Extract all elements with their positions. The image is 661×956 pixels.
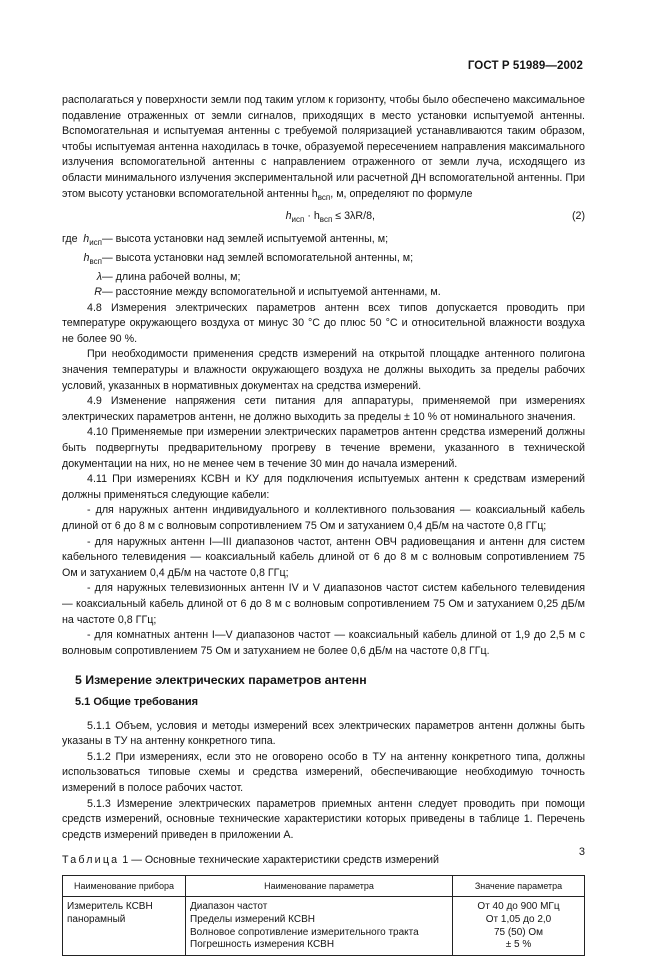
where-subscript: всп	[89, 256, 102, 266]
clause-4-8-continued: При необходимости применения средств измерений на открытой площадке антенного полигона значения температуры и влажности окружающего воздуха не должны выходить за пределы рабочих условий, указанных в нормативных документах на средства измерений.	[62, 348, 585, 392]
table-header-row	[63, 875, 585, 897]
value-item: От 40 до 900 МГц	[477, 901, 560, 913]
param-item: Диапазон частот	[190, 901, 268, 913]
where-symbol: h	[83, 251, 90, 264]
clause-5-1-2: 5.1.2 При измерениях, если это не оговорено особо в ТУ на антенну конкретного типа, должны использоваться типовые схемы и средства измерений, обеспечивающие необходимую точность измерений в полосе рабочих частот.	[62, 750, 585, 794]
param-item: Погрешность измерения КСВН	[190, 939, 335, 951]
document-body	[62, 93, 585, 956]
value-item: От 1,05 до 2,0	[485, 914, 552, 926]
intro-paragraph	[62, 93, 585, 205]
table-header-cell: Наименование прибора	[63, 875, 186, 897]
where-text: — длина рабочей волны, м;	[102, 270, 241, 283]
formula-rhs: ≤ 3λR/8,	[332, 210, 375, 223]
clause-4-10: 4.10 Применяемые при измерении электрических параметров антенн средства измерений должны быть подвергнуты предварительному прогреву в течение времени, указанного в технической документации на них, но не менее чем в течение 30 мин до начала измерений.	[62, 426, 585, 470]
formula-h-symbol: h	[285, 210, 292, 223]
formula-middle: · h	[304, 210, 320, 223]
section-5-1-heading: 5.1 Общие требования	[75, 695, 199, 708]
formula-number: (2)	[571, 210, 585, 223]
table-cell-params	[186, 897, 453, 955]
value-item: 75 (50) Ом	[493, 926, 544, 938]
where-row	[62, 251, 585, 270]
formula-expression	[286, 209, 375, 228]
section-5-heading: 5 Измерение электрических параметров антенн	[75, 673, 367, 688]
where-row	[62, 232, 585, 251]
cable-item: - для наружных антенн индивидуального и коллективного пользования — коаксиальный кабель длиной от 6 до 8 м с волновым сопротивлением 75 Ом и затуханием 0,4 дБ/м на частоте 0,8 ГГц;	[62, 504, 585, 532]
standard-header: ГОСТ Р 51989—2002	[467, 60, 583, 72]
param-item: Волновое сопротивление измерительного тракта	[190, 926, 419, 938]
where-text: — высота установки над землей вспомогательной антенны, м;	[102, 251, 414, 264]
clause-4-9: 4.9 Изменение напряжения сети питания для аппаратуры, применяемой при измерениях электрических параметров антенн, не должно выходить за пределы ± 10 % от номинального значения.	[62, 395, 585, 423]
measurement-table	[62, 875, 585, 956]
where-row	[62, 270, 585, 286]
clause-5-1-3: 5.1.3 Измерение электрических параметров приемных антенн следует проводить при помощи средств измерений, основные технические характеристики которых приведены в таблице 1. Перечень средств измерений приведен в приложении А.	[62, 797, 585, 841]
value-item: ± 5 %	[505, 939, 532, 951]
table-row	[63, 897, 585, 955]
where-symbol: R	[94, 286, 102, 299]
clause-4-11: 4.11 При измерениях КСВН и КУ для подключения испытуемых антенн к средствам измерений должны применяться следующие кабели:	[62, 473, 585, 501]
table-caption-text: 1 — Основные технические характеристики средств измерений	[119, 854, 439, 867]
where-label: где	[62, 233, 78, 246]
where-list	[62, 232, 585, 301]
intro-text: располагаться у поверхности земли под таким углом к горизонту, чтобы было обеспечено максимальное подавление отраженных от земли сигналов, приходящих в место установки испытуемой антенны. Вспомогательная и испытуемая антенны с требуемой поляризацией устанавливаются таким образом, чтобы испытуемая антенна находилась в точке, образуемой пересечением направления максимального излучения вспомогательной антенны с направлением отраженного от земли луча, исходящего из области минимального излучения экспериментальной или расчетной ДН вспомогательной антенны. При этом высоту установки вспомогательной антенны h	[62, 94, 585, 200]
page-number: 3	[578, 846, 585, 858]
table-cell-values	[453, 897, 585, 955]
param-item: Пределы измерений КСВН	[190, 914, 315, 926]
formula-2	[62, 209, 585, 228]
table-caption	[62, 853, 585, 869]
where-subscript: исп	[89, 238, 102, 248]
cable-item: - для наружных антенн I—III диапазонов частот, антенн ОВЧ радиовещания и антенн для систем кабельного телевидения — коаксиальный кабель длиной от 6 до 8 м с волновым сопротивлением 75 Ом и затуханием 0,4 дБ/м на частоте 0,8 ГГц;	[62, 535, 585, 579]
formula-sub-vsp: всп	[319, 215, 333, 225]
table-caption-word: Таблица	[62, 854, 120, 867]
table-cell-device: Измеритель КСВН панорамный	[63, 897, 186, 955]
table-header-cell: Значение параметра	[453, 875, 585, 897]
where-text: — высота установки над землей испытуемой антенны, м;	[102, 233, 389, 246]
where-text: — расстояние между вспомогательной и испытуемой антеннами, м.	[102, 286, 441, 299]
where-symbol: λ	[96, 270, 102, 283]
where-row	[62, 285, 585, 301]
intro-subscript: всп	[317, 192, 331, 202]
cable-item: - для наружных телевизионных антенн IV и V диапазонов частот систем кабельного телевидения — коаксиальный кабель длиной от 6 до 8 м с волновым сопротивлением 75 Ом и затуханием 0,25 дБ/м на частоте 0,8 ГГц;	[62, 582, 585, 626]
formula-sub-isp: исп	[291, 215, 305, 225]
cable-item: - для комнатных антенн I—V диапазонов частот — коаксиальный кабель длиной от 1,9 до 2,5 м с волновым сопротивлением 75 Ом и затуханием не более 0,6 дБ/м на частоте 0,8 ГГц.	[62, 629, 585, 657]
table-header-cell: Наименование параметра	[186, 875, 453, 897]
intro-tail: , м, определяют по формуле	[330, 187, 473, 200]
where-symbol: h	[83, 233, 90, 246]
clause-4-8: 4.8 Измерения электрических параметров антенн всех типов допускается проводить при температуре окружающего воздуха от минус 30 °С до плюс 50 °С и относительной влажности воздуха не более 90 %.	[62, 301, 585, 345]
clause-5-1-1: 5.1.1 Объем, условия и методы измерений всех электрических параметров антенн должны быть указаны в ТУ на антенну конкретного типа.	[62, 719, 585, 748]
